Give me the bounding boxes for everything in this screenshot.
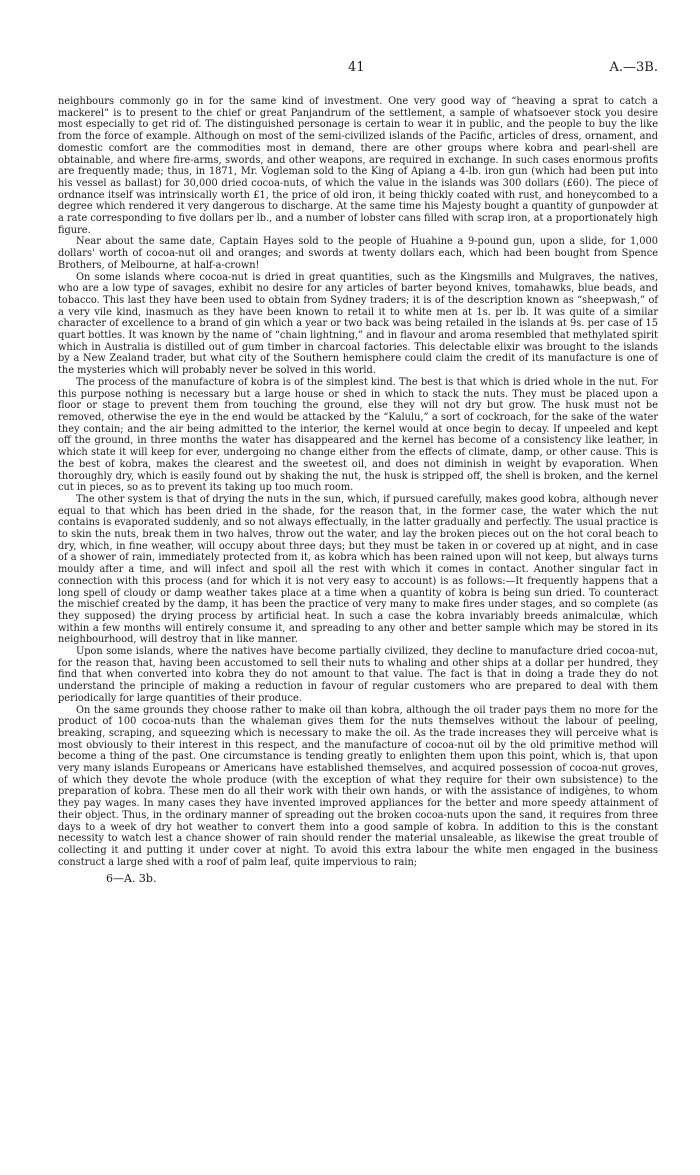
paragraph-2: Near about the same date, Captain Hayes sold to the people of Huahine a 9-pound gun, upon a slide, for 1,000 dollars' worth of cocoa-nut oil and oranges; and swords at twenty dollars each, which had been bought from Spence Brothers, of Melbourne, at half-a-crown! — [58, 236, 658, 271]
paragraph-1: neighbours commonly go in for the same kind of investment. One very good way of “heaving a sprat to catch a mackerel” is to present to the chief or great Panjandrum of the settlement, a sample of whatsoever stock you desire most especially to get rid of. The distinguished personage is certain to wear it in public, and the people to buy the like from the force of example. Although on most of the semi-civilized islands of the Pacific, articles of dress, ornament, and domestic comfort are the commodities most in demand, there are other groups where kobra and pearl-shell are obtainable, and where fire-arms, swords, and other weapons, are required in exchange. In such cases enormous profits are frequently made; thus, in 1871, Mr. Vogleman sold to the King of Apiang a 4-lb. iron gun (which had been put into his vessel as ballast) for 30,000 dried cocoa-nuts, of which the value in the islands was 300 dollars (£60). The piece of ordnance itself was intrinsically worth £1, the price of old iron, it being thickly coated with rust, and honeycombed to a degree which rendered it very dangerous to discharge. At the same time his Majesty bought a quantity of gunpowder at a rate corresponding to five dollars per lb., and a number of lobster cans filled with scrap iron, at a proportionately high figure. — [58, 96, 658, 236]
body-text — [58, 96, 658, 868]
paragraph-6: Upon some islands, where the natives have become partially civilized, they decline to manufacture dried cocoa-nut, for the reason that, having been accustomed to sell their nuts to whaling and other ships at a dollar per hundred, they find that when converted into kobra they do not amount to that value. The fact is that in doing a trade they do not understand the principle of making a reduction in favour of regular customers who are prepared to deal with them periodically for large quantities of their produce. — [58, 646, 658, 704]
document-page — [58, 60, 658, 885]
paragraph-3: On some islands where cocoa-nut is dried in great quantities, such as the Kingsmills and Mulgraves, the natives, who are a low type of savages, exhibit no desire for any articles of barter beyond knives, tomahawks, blue beads, and tobacco. This last they have been used to obtain from Sydney traders; it is of the description known as “sheepwash,” of a very vile kind, inasmuch as they have been known to retail it to white men at 1s. per lb. It was quite of a similar character of excellence to a brand of gin which a year or two back was being retailed in the islands at 9s. per case of 15 quart bottles. It was known by the name of “chain lightning,” and in flavour and aroma resembled that methylated spirit which in Australia is distilled out of gum timber in charcoal factories. This delectable elixir was brought to the islands by a New Zealand trader, but what city of the Southern hemisphere could claim the credit of its manufacture is one of the mysteries which will probably never be solved in this world. — [58, 271, 658, 377]
paragraph-5: The other system is that of drying the nuts in the sun, which, if pursued carefully, makes good kobra, although never equal to that which has been dried in the shade, for the reason that, in the former case, the water which the nut contains is evaporated suddenly, and so not always effectually, in the latter gradually and perfectly. The usual practice is to skin the nuts, break them in two halves, throw out the water, and lay the broken pieces out on the hot coral beach to dry, which, in fine weather, will occupy about three days; but they must be taken in or covered up at night, and in case of a shower of rain, immediately protected from it, as kobra which has been rained upon will not keep, but always turns mouldy after a time, and will infect and spoil all the rest with which it comes in contact. Another singular fact in connection with this process (and for which it is not very easy to account) is as follows:—It frequently happens that a long spell of cloudy or damp weather takes place at a time when a quantity of kobra is being sun dried. To counteract the mischief created by the damp, it has been the practice of very many to make fires under stages, and so complete (as they supposed) the drying process by artificial heat. In such a case the kobra invariably breeds animalculæ, which within a few months will entirely consume it, and spreading to any other and better sample which may be stored in its neighbourhood, will destroy that in like manner. — [58, 493, 658, 646]
signature-mark: 6—A. 3b. — [106, 872, 157, 886]
page-number: 41 — [348, 60, 365, 75]
document-reference: A.—3B. — [609, 60, 658, 75]
paragraph-7: On the same grounds they choose rather to make oil than kobra, although the oil trader pays them no more for the product of 100 cocoa-nuts than the whaleman gives them for the nuts themselves without the labour of peeling, breaking, scraping, and squeezing which is necessary to make the oil. As the trade increases they will perceive what is most obviously to their interest in this respect, and the manufacture of cocoa-nut oil by the old primitive method will become a thing of the past. One circumstance is tending greatly to enlighten them upon this point, which is, that upon very many islands Europeans or Americans have established themselves, and acquired possession of cocoa-nut groves, of which they devote the whole produce (with the exception of what they require for their own subsistence) to the preparation of kobra. These men do all their work with their own hands, or with the assistance of indigènes, to whom they pay wages. In many cases they have invented improved appliances for the better and more speedy attainment of their object. Thus, in the ordinary manner of spreading out the broken cocoa-nuts upon the sand, it requires from three days to a week of dry hot weather to convert them into a good sample of kobra. In addition to this is the constant necessity to watch lest a chance shower of rain should render the material unsaleable, as likewise the great trouble of collecting it and putting it under cover at night. To avoid this extra labour the white men engaged in the business construct a large shed with a roof of palm leaf, quite impervious to rain; — [58, 704, 658, 868]
paragraph-4: The process of the manufacture of kobra is of the simplest kind. The best is that which is dried whole in the nut. For this purpose nothing is necessary but a large house or shed in which to stack the nuts. They must be placed upon a floor or stage to prevent them from touching the ground, else they will not dry but grow. The husk must not be removed, otherwise the eye in the end would be attacked by the “Kalulu,” a sort of cockroach, for the sake of the water they contain; and the air being admitted to the interior, the kernel would at once begin to decay. If unpeeled and kept off the ground, in three months the water has disappeared and the kernel has become of a consistency like leather, in which state it will keep for ever, undergoing no change either from the effects of climate, damp, or other cause. This is the best of kobra, makes the clearest and the sweetest oil, and does not diminish in weight by evaporation. When thoroughly dry, which is easily found out by shaking the nut, the husk is stripped off, the shell is broken, and the kernel cut in pieces, so as to prevent its taking up too much room. — [58, 376, 658, 494]
page-header — [58, 60, 658, 82]
